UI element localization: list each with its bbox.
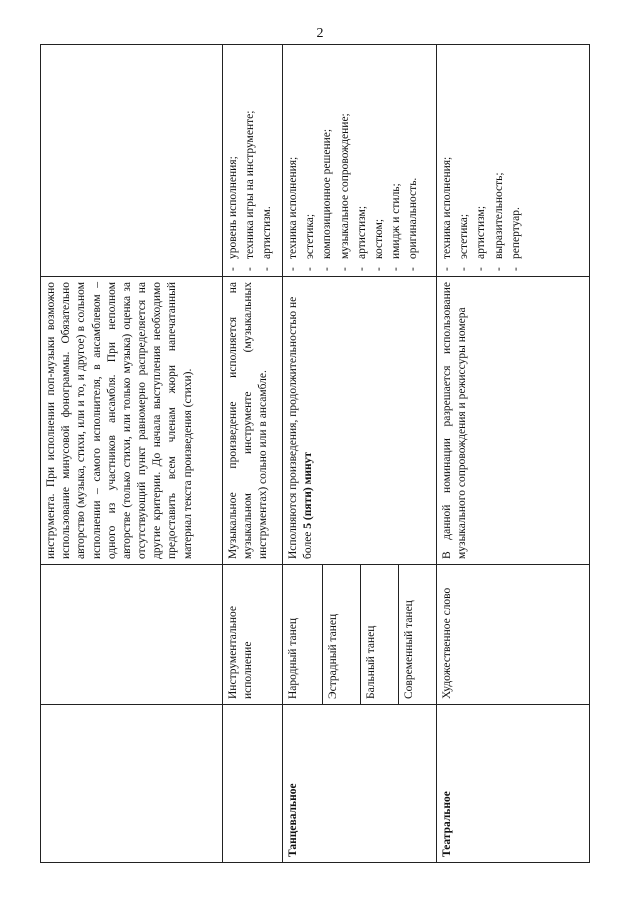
- criteria-item: - репертуар.: [509, 50, 524, 271]
- criteria-item: - оригинальность.: [406, 50, 421, 271]
- criteria-list: [440, 50, 524, 271]
- criteria-list: [226, 50, 276, 271]
- criteria-item: - костюм;: [372, 50, 387, 271]
- criteria-item: - артистизм;: [355, 50, 370, 271]
- requirements-text: Исполняются произведения, продолжительностью не более: [287, 296, 315, 559]
- requirements-cell: В данной номинации разрешается использование музыкального сопровождения и режиссуры номера: [437, 277, 590, 565]
- criteria-item: - эстетика;: [303, 50, 318, 271]
- criteria-item: - уровень исполнения;: [226, 50, 241, 271]
- criteria-item: - эстетика;: [457, 50, 472, 271]
- page-number: 2: [316, 26, 324, 41]
- criteria-cell: [283, 45, 437, 277]
- nomination-cell: Художественное слово: [437, 565, 590, 705]
- requirements-cell: [283, 277, 437, 565]
- criteria-item: - артистизм;: [474, 50, 489, 271]
- criteria-list: [286, 50, 421, 271]
- nomination-cell: Народный танец: [283, 565, 323, 705]
- nomination-cell: Современный танец: [399, 565, 437, 705]
- category-cell: [41, 705, 223, 863]
- nominations-table: [40, 44, 590, 863]
- criteria-item: - композиционное решение;: [320, 50, 335, 271]
- requirements-cell: инструмента. При исполнении поп-музыки возможно использование минусовой фонограммы. Обязательно авторство (музыка, стихи, или и то, и другое) в сольном исполнении – самого исполнителя, в ансамблевом – одного из участников ансамбля. При неполном авторстве (только стихи, или только музыка) оценка за отсутствующий пункт равномерно распределяется на другие критерии. До начала выступления необходимо предоставить всем членам жюри напечатанный материал текста произведения (стихи).: [41, 277, 223, 565]
- nomination-cell: [41, 565, 223, 705]
- criteria-cell: [437, 45, 590, 277]
- category-cell: Танцевальное: [283, 705, 437, 863]
- nomination-cell: Инструментальное исполнение: [223, 565, 283, 705]
- table-row: [223, 45, 283, 863]
- criteria-item: - техника исполнения;: [440, 50, 455, 271]
- criteria-cell: [223, 45, 283, 277]
- table-row: [283, 45, 323, 863]
- criteria-item: - музыкальное сопровождение;: [338, 50, 353, 271]
- category-cell: [223, 705, 283, 863]
- nomination-cell: Эстрадный танец: [323, 565, 361, 705]
- criteria-cell: [41, 45, 223, 277]
- table-row: [41, 45, 223, 863]
- requirements-cell: Музыкальное произведение исполняется на музыкальном инструменте (музыкальных инструментах) сольно или в ансамбле.: [223, 277, 283, 565]
- criteria-item: - имидж и стиль;: [389, 50, 404, 271]
- rotated-content: [40, 45, 590, 863]
- criteria-item: - артистизм.: [260, 50, 275, 271]
- criteria-item: - выразительность;: [492, 50, 507, 271]
- criteria-item: - техника игры на инструменте;: [243, 50, 258, 271]
- nomination-cell: Бальный танец: [361, 565, 399, 705]
- rotated-page: [40, 45, 640, 857]
- category-cell: Театральное: [437, 705, 590, 863]
- criteria-item: - техника исполнения;: [286, 50, 301, 271]
- duration-text: 5 (пяти) минут: [302, 451, 315, 529]
- table-row: [437, 45, 590, 863]
